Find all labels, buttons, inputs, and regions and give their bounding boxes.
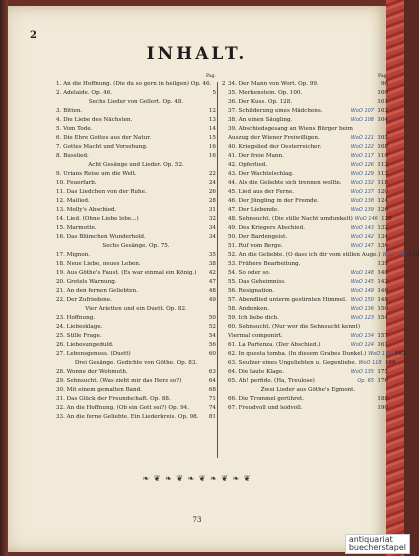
handwritten-annotation: WoO 138 (350, 198, 374, 204)
toc-entry (228, 278, 388, 287)
toc-entry-title: 17. Mignon. (56, 252, 91, 258)
pag-label: Pag. (205, 74, 216, 79)
toc-entry-title: 20. Gretels Warnung. (56, 279, 117, 285)
toc-entry (228, 314, 388, 323)
toc-entry (228, 233, 388, 242)
toc-entry (56, 314, 216, 323)
toc-entry-page: 140 (377, 270, 388, 276)
toc-entry-title: 55. Das Geheimniss. (228, 279, 286, 285)
toc-entry-title: 13. Molly's Abschied. (56, 207, 117, 213)
handwritten-annotation: WoO 146 (354, 216, 378, 222)
toc-entry-page: 74 (208, 405, 216, 411)
toc-entry-title: 52. An die Geliebte. (O dass ich dir vom stillen Auge.) (228, 252, 381, 258)
toc-entry (228, 197, 388, 206)
watermark-line2: buecherstapel (348, 543, 406, 552)
footer-number: 73 (192, 516, 202, 524)
toc-entry-title: 64. Die laute Klage. (228, 369, 285, 375)
toc-entry (56, 341, 216, 350)
toc-entry-page: 166 (384, 360, 396, 366)
toc-entry (56, 179, 216, 188)
handwritten-annotation: WoO 129 (350, 171, 374, 177)
toc-entry-page: 101 (377, 99, 388, 105)
toc-section-heading: Vier Arietten und ein Duett. Op. 82. (85, 306, 187, 312)
toc-entry (228, 215, 392, 224)
toc-entry-title: 30. Mit einem gemalten Band. (56, 387, 142, 393)
marbled-binding (386, 0, 404, 556)
toc-entry-title: 50. Der Bardengeist. (228, 234, 288, 240)
toc-entry-title: 26. Liebesungeduld. (56, 342, 114, 348)
toc-entry-page: 63 (208, 369, 216, 375)
toc-entry-title: 36. Der Kuss. Op. 128. (228, 99, 293, 105)
toc-entry-page: 148 (377, 297, 388, 303)
handwritten-annotation: WoO 117 (350, 153, 374, 159)
toc-entry-title: 33. An die ferne Geliebte. Ein Liederkreis. Op. 98. (56, 414, 199, 420)
toc-entry-page: 16 (208, 144, 216, 150)
toc-entry (228, 395, 388, 404)
toc-entry-page: 142 (377, 279, 388, 285)
toc-entry-page: 132 (377, 225, 388, 231)
toc-entry-title: 12. Mailied. (56, 198, 90, 204)
toc-entry-title: 34. Der Mann von Wort. Op. 99. (228, 81, 319, 87)
toc-entry-title: 11. Das Liedchen von der Ruhe. (56, 189, 147, 195)
toc-entry-page: 71 (208, 396, 216, 402)
toc-entry-page: 14 (208, 126, 216, 132)
toc-entry-title: 21. An den fernen Geliebten. (56, 288, 138, 294)
toc-entry (228, 287, 388, 296)
handwritten-annotation: WoO 134 (350, 333, 374, 339)
toc-entry (228, 161, 388, 170)
toc-entry (56, 413, 216, 422)
toc-entry (228, 125, 388, 134)
toc-entry (56, 251, 216, 260)
toc-section-heading: Acht Gesänge und Lieder. Op. 52. (88, 162, 184, 168)
toc-entry-title: 63. Seufzer eines Ungeliebten u. Gegenliebe. (228, 360, 357, 366)
toc-entry-page: 154 (377, 315, 388, 321)
toc-entry (228, 80, 388, 89)
toc-entry-title: 47. Der Liebende. (228, 207, 279, 213)
toc-entry (56, 197, 216, 206)
toc-entry-title: 54. So oder so. (228, 270, 271, 276)
toc-entry-title: 59. Ich liebe dich. (228, 315, 279, 321)
handwritten-annotation: WoO 118 (358, 360, 382, 366)
pag-label: Pag. (377, 74, 388, 79)
toc-entry-title: 8. Busslied. (56, 153, 89, 159)
toc-entry (228, 251, 419, 260)
toc-entry (228, 224, 388, 233)
toc-entry-page: 48 (208, 288, 216, 294)
toc-entry (56, 377, 216, 386)
toc-entry-page: 81 (208, 414, 216, 420)
toc-entry (56, 269, 216, 278)
toc-entry (56, 395, 216, 404)
toc-entry (56, 260, 216, 269)
toc-entry-title: 58. Andenken. (228, 306, 269, 312)
toc-entry-page: 146 (377, 288, 388, 294)
toc-entry (56, 215, 216, 224)
toc-entry (56, 152, 216, 161)
toc-entry (56, 350, 216, 359)
toc-entry-page: 64 (208, 378, 216, 384)
toc-entry-title: 32. An die Hoffnung. (Ob ein Gott sei?) Op. 94. (56, 405, 189, 411)
toc-entry (56, 206, 216, 215)
toc-entry (228, 206, 388, 215)
handwritten-annotation: WoO 126 (350, 162, 374, 168)
toc-entry-title: 67. Freudvoll und leidvoll. (228, 405, 303, 411)
toc-entry-title: Auszug der Wiener Freiwilligen. (228, 135, 320, 141)
toc-entry (228, 89, 388, 98)
handwritten-annotation: WoO 132 (350, 180, 374, 186)
toc-entry-title: 56. Resignation. (228, 288, 275, 294)
toc-entry-title: 43. Der Wachtelschlag. (228, 171, 294, 177)
toc-entry-page: 175 (377, 369, 388, 375)
toc-entry (228, 350, 406, 359)
toc-entry-page: 112 (377, 162, 388, 168)
toc-entry-page: 34 (208, 234, 216, 240)
toc-entry-title: Viermal componirt. (228, 333, 283, 339)
toc-entry-title: 38. An einen Säugling. (228, 117, 293, 123)
watermark-line1: antiquariat (348, 535, 393, 544)
toc-entry-page: 161 (377, 342, 388, 348)
toc-section-heading: Drei Gesänge. Gedichte von Göthe. Op. 83. (74, 360, 198, 366)
toc-entry-page: 50 (208, 315, 216, 321)
toc-entry (56, 332, 216, 341)
toc-entry (56, 233, 216, 242)
toc-entry-page: 108 (377, 144, 388, 150)
toc-entry-title: 28. Wonne der Wehmuth. (56, 369, 128, 375)
toc-entry-page: 16 (208, 153, 216, 159)
toc-entry (228, 116, 388, 125)
handwritten-annotation: WoO 145 (350, 279, 374, 285)
handwritten-annotation: WoO 135 (350, 369, 374, 375)
toc-entry (56, 170, 216, 179)
toc-entry-title: 18. Neue Liebe, neues Leben. (56, 261, 141, 267)
handwritten-annotation: WoO 121 (350, 135, 374, 141)
handwritten-annotation: WoO 140 (382, 252, 406, 258)
handwritten-annotation: Op. 65 (357, 378, 374, 384)
toc-section-heading: Zwei Lieder aus Göthe's Egmont. (260, 387, 356, 393)
toc-entry (228, 179, 388, 188)
toc-entry-title: 24. Liebesklage. (56, 324, 103, 330)
page-title: INHALT. (146, 44, 248, 64)
toc-entry-page: 38 (208, 261, 216, 267)
toc-entry-page: 5 (212, 90, 216, 96)
toc-entry-page: 105 (377, 135, 388, 141)
toc-entry (56, 188, 216, 197)
toc-section-heading: Sechs Gesänge. Op. 75. (102, 243, 170, 249)
toc-entry-title: 40. Kriegslied der Oesterreicher. (228, 144, 322, 150)
handwritten-annotation: WoO 136 (350, 306, 374, 312)
toc-entry (56, 89, 216, 98)
toc-entry-page: 118 (377, 180, 388, 186)
toc-entry (56, 143, 216, 152)
toc-entry-title: 7. Gottes Macht und Vorsehung. (56, 144, 148, 150)
toc-entry (56, 368, 216, 377)
handwritten-annotation: WoO 149 (350, 288, 374, 294)
toc-entry (228, 341, 388, 350)
toc-entry-title: 48. Sehnsucht. (Die stille Nacht umdunkelt) (228, 216, 353, 222)
toc-entry-page: 129 (381, 216, 392, 222)
toc-entry (56, 134, 216, 143)
toc-entry-title: 4. Die Liebe des Nächsten. (56, 117, 133, 123)
handwritten-annotation: WoO 124 (350, 342, 374, 348)
toc-entry (228, 368, 388, 377)
handwritten-annotation: WoO 142 (350, 234, 374, 240)
toc-entry (56, 404, 216, 413)
toc-entry-page: 139 (377, 261, 388, 267)
toc-entry-title: 62. In questa tomba. (In diesem Grabes Dunkel.) (228, 351, 367, 357)
toc-entry-title: 46. Der Jüngling in der Fremde. (228, 198, 319, 204)
toc-entry-title: 60. Sehnsucht. (Nur wer die Sehnsucht kennt) (228, 324, 361, 330)
toc-entry-title: 10. Feuerfarb. (56, 180, 97, 186)
toc-entry-title: 61. La Partenza. (Der Abschied.) (228, 342, 321, 348)
toc-entry-title: 29. Sehnsucht. (Was zieht mir das Herz so?) (56, 378, 182, 384)
toc-entry (228, 242, 388, 251)
page-edge (0, 0, 8, 556)
toc-entry-title: 23. Hoffnung. (56, 315, 96, 321)
toc-entry-page: 138 (408, 252, 419, 258)
toc-entry-title: 25. Stille Frage. (56, 333, 102, 339)
toc-entry-title: 6. Die Ehre Gottes aus der Natur. (56, 135, 152, 141)
toc-entry (228, 332, 388, 341)
toc-entry-title: 31. Das Glück der Freundschaft. Op. 88. (56, 396, 171, 402)
toc-entry (56, 386, 216, 395)
toc-entry-page: 162 (394, 351, 406, 357)
toc-entry-page: 176 (377, 378, 388, 384)
toc-entry (228, 170, 388, 179)
toc-entry (228, 404, 388, 413)
toc-entry-page: 157 (377, 333, 388, 339)
toc-entry-page: 120 (377, 189, 388, 195)
toc-entry (228, 143, 388, 152)
handwritten-annotation: WoO 123 (350, 315, 374, 321)
toc-entry-page: 56 (208, 342, 216, 348)
toc-entry-page: 54 (208, 333, 216, 339)
toc-entry (56, 224, 216, 233)
toc-entry (228, 323, 388, 332)
toc-section-heading: Sechs Lieder von Gellert. Op. 48. (88, 99, 184, 105)
toc-entry (56, 125, 216, 134)
toc-entry (228, 296, 388, 305)
toc-entry-page: 26 (208, 189, 216, 195)
toc-entry-title: 37. Schilderung eines Mädchens. (228, 108, 323, 114)
toc-entry-page: 124 (377, 198, 388, 204)
toc-entry-title: 2. Adelaide. Op. 46. (56, 90, 113, 96)
toc-entry-title: 44. Als die Geliebte sich trennen wollte. (228, 180, 342, 186)
toc-entry-page: 52 (208, 324, 216, 330)
toc-entry-page: 190 (377, 405, 388, 411)
toc-entry-page: 60 (208, 351, 216, 357)
toc-entry (228, 98, 388, 107)
toc-entry-title: 35. Merkenstein. Op. 100. (228, 90, 303, 96)
toc-entry (228, 269, 388, 278)
toc-entry (56, 107, 216, 116)
toc-entry (56, 296, 216, 305)
watermark-stamp (345, 534, 410, 554)
toc-entry-title: 65. Ah! perfido. (Ha, Treulose) (228, 378, 315, 384)
toc-entry-title: 51. Ruf vom Berge. (228, 243, 283, 249)
toc-entry-page: 136 (377, 243, 388, 249)
toc-entry (228, 377, 388, 386)
document-page (8, 6, 419, 552)
toc-entry-page: 96 (380, 81, 388, 87)
handwritten-annotation: WoO 148 (350, 270, 374, 276)
toc-entry (56, 116, 216, 125)
toc-entry-page: 110 (377, 153, 388, 159)
toc-entry-page: 150 (377, 306, 388, 312)
handwritten-annotation: WoO 122 (350, 144, 374, 150)
toc-entry-page: 12 (208, 108, 216, 114)
toc-entry-page: 188 (377, 396, 388, 402)
toc-entry-title: 45. Lied aus der Ferne. (228, 189, 295, 195)
toc-entry-page: 24 (208, 180, 216, 186)
toc-entry-title: 22. Der Zufriedene. (56, 297, 112, 303)
toc-entry-page: 68 (208, 387, 216, 393)
toc-entry-title: 27. Lebensgenuss. (Duett) (56, 351, 131, 357)
toc-entry-title: 5. Vom Tode. (56, 126, 93, 132)
toc-entry-title: 14. Lied. (Ohne Liebe lebe...) (56, 216, 139, 222)
toc-entry-title: 57. Abendlied unterm gestirnten Himmel. (228, 297, 347, 303)
toc-entry-page: 104 (377, 117, 388, 123)
handwritten-annotation: WoO 108 (350, 117, 374, 123)
handwritten-annotation: WoO 150 (350, 297, 374, 303)
handwritten-annotation: WoO 133 (368, 351, 392, 357)
toc-entry-page: 15 (208, 135, 216, 141)
toc-entry-page: 35 (208, 252, 216, 258)
toc-entry (228, 188, 388, 197)
toc-entry-title: 19. Aus Göthe's Faust. (Es war einmal ein König.) (56, 270, 197, 276)
toc-entry-title: 15. Marmotte. (56, 225, 97, 231)
toc-entry-page: 100 (377, 90, 388, 96)
toc-entry (228, 260, 388, 269)
toc-column-right (228, 74, 419, 413)
toc-entry (228, 152, 388, 161)
toc-entry-title: 9. Urians Reise um die Welt. (56, 171, 137, 177)
toc-entry-title: 42. Opferlied. (228, 162, 268, 168)
toc-entry-page: 103 (377, 108, 388, 114)
toc-entry (56, 278, 216, 287)
toc-entry (56, 323, 216, 332)
toc-entry-page: 28 (208, 198, 216, 204)
toc-entry-title: 3. Bitten. (56, 108, 83, 114)
toc-entry (228, 134, 388, 143)
toc-entry (56, 80, 226, 89)
toc-entry-page: 32 (208, 216, 216, 222)
column-divider (217, 82, 218, 458)
toc-entry-page: 47 (208, 279, 216, 285)
toc-entry-title: 53. Frühere Bearbeitung. (228, 261, 301, 267)
toc-entry-title: 16. Das Blümchen Wunderhold. (56, 234, 146, 240)
toc-entry-page: 113 (377, 171, 388, 177)
toc-entry-page: 2 (221, 81, 226, 87)
handwritten-annotation: WoO 137 (350, 189, 374, 195)
toc-entry-page: 49 (208, 297, 216, 303)
toc-entry-title: 41. Der freie Mann. (228, 153, 284, 159)
handwritten-annotation: WoO 147 (350, 243, 374, 249)
toc-entry-page: 22 (208, 171, 216, 177)
toc-entry-title: 66. Die Trommel gerühret. (228, 396, 305, 402)
toc-entry (56, 287, 216, 296)
toc-entry-title: 1. An die Hoffnung. (Die du so gern in heilgen) Op. 46. (56, 81, 212, 87)
toc-entry-page: 31 (208, 207, 216, 213)
toc-entry-page: 34 (208, 225, 216, 231)
handwritten-annotation: WoO 107 (350, 108, 374, 114)
ornament-rule: ❧ ❦ ❧ ❦ ❧ ❦ ❧ ❦ ❧ ❦ (142, 474, 252, 483)
toc-entry-page: 13 (208, 117, 216, 123)
handwritten-annotation: WoO 143 (350, 225, 374, 231)
toc-entry-page: 134 (377, 234, 388, 240)
page-number: 2 (30, 30, 37, 41)
toc-entry (228, 359, 396, 368)
toc-column-left (56, 74, 226, 422)
handwritten-annotation: WoO 139 (350, 207, 374, 213)
toc-entry (228, 305, 388, 314)
toc-entry-page: 126 (377, 207, 388, 213)
toc-entry-page: 42 (208, 270, 216, 276)
toc-entry-title: 39. Abschiedsgesang an Wiens Bürger beim (228, 126, 353, 132)
toc-entry (228, 107, 388, 116)
toc-entry-title: 49. Des Kriegers Abschied. (228, 225, 305, 231)
